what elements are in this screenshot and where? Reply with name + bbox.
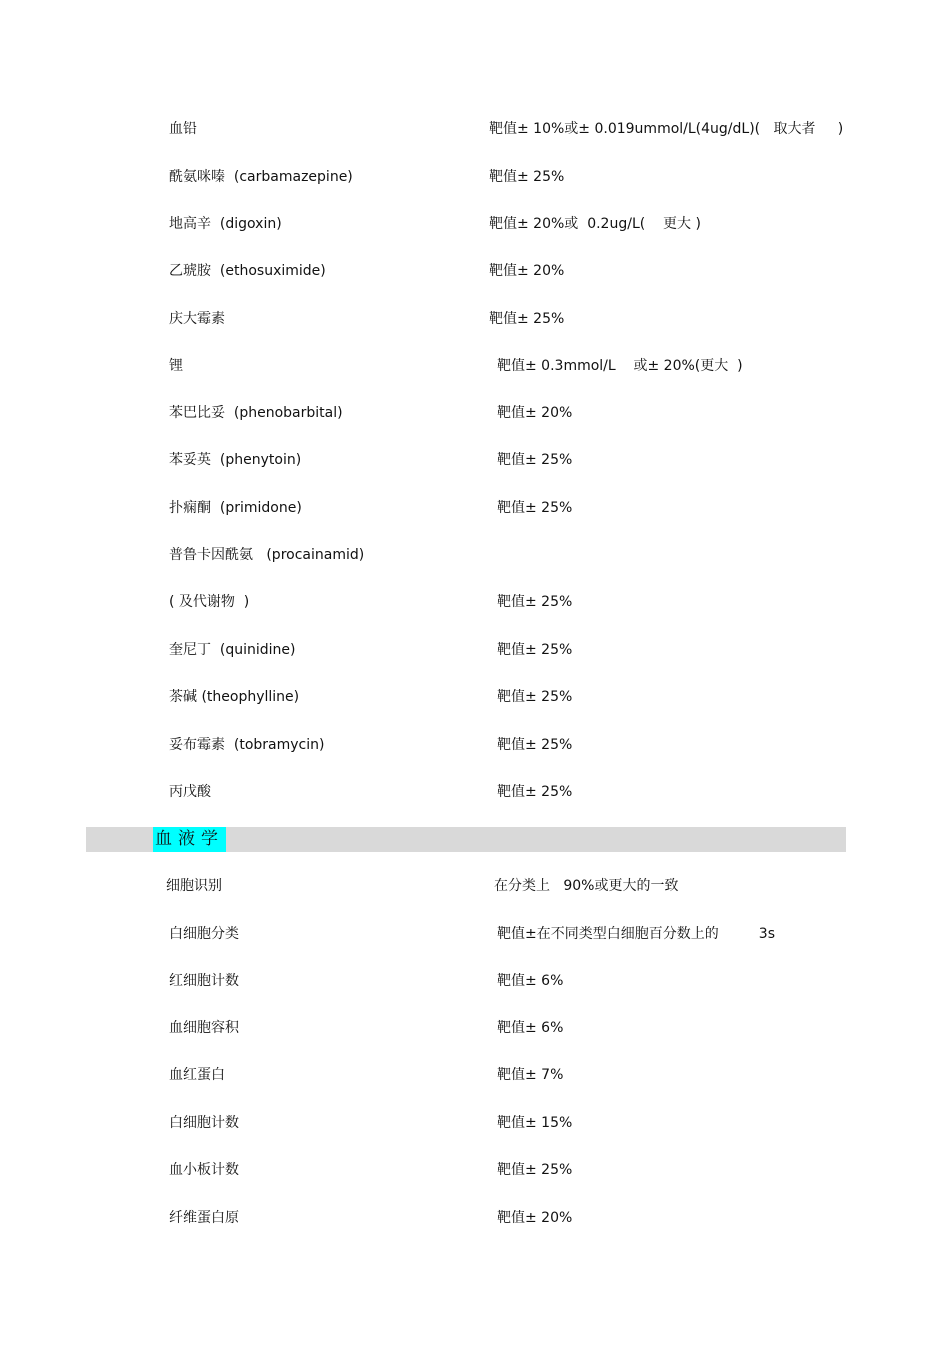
table-row	[0, 259, 950, 283]
table-row	[0, 874, 950, 898]
analyte-label: 血小板计数	[169, 1162, 239, 1178]
analyte-label: 酰氨咪嗪 (carbamazepine)	[169, 169, 353, 185]
criterion-value: 靶值± 20%	[497, 1210, 573, 1226]
analyte-label: 扑痫酮 (primidone)	[169, 500, 302, 516]
criterion-value: 靶值± 25%	[497, 689, 573, 705]
table-row	[0, 1206, 950, 1230]
table-row	[0, 165, 950, 189]
table-row	[0, 448, 950, 472]
analyte-label: 血铅	[169, 121, 197, 137]
table-row	[0, 354, 950, 378]
table-row	[0, 307, 950, 331]
criterion-value: 靶值± 25%	[497, 1162, 573, 1178]
table-row	[0, 685, 950, 709]
table-row	[0, 780, 950, 804]
criterion-value: 靶值± 20%	[497, 405, 573, 421]
table-row	[0, 496, 950, 520]
criterion-value: 靶值± 10%或± 0.019ummol/L(4ug/dL)( 取大者 )	[489, 121, 844, 137]
criterion-value: 靶值± 25%	[497, 784, 573, 800]
table-row	[0, 922, 950, 946]
criterion-value: 靶值± 20%	[489, 263, 565, 279]
analyte-label: ( 及代谢物 )	[169, 594, 250, 610]
criterion-value: 靶值± 25%	[489, 169, 565, 185]
table-row	[0, 590, 950, 614]
analyte-label: 苯巴比妥 (phenobarbital)	[169, 405, 343, 421]
analyte-label: 红细胞计数	[169, 973, 239, 989]
analyte-label: 奎尼丁 (quinidine)	[169, 642, 296, 658]
table-row	[0, 117, 950, 141]
analyte-label: 普鲁卡因酰氨 (procainamid)	[169, 547, 365, 563]
criterion-value: 靶值± 25%	[497, 452, 573, 468]
analyte-label: 血细胞容积	[169, 1020, 239, 1036]
criterion-value: 靶值± 6%	[497, 1020, 564, 1036]
analyte-label: 苯妥英 (phenytoin)	[169, 452, 302, 468]
table-row	[0, 212, 950, 236]
criterion-value: 靶值± 20%或 0.2ug/L( 更大 )	[489, 216, 701, 232]
criterion-value: 靶值± 25%	[497, 594, 573, 610]
criterion-value: 靶值± 25%	[497, 737, 573, 753]
table-row	[0, 1016, 950, 1040]
table-row	[0, 1063, 950, 1087]
criterion-value: 靶值± 25%	[497, 642, 573, 658]
criterion-value: 在分类上 90%或更大的一致	[494, 878, 679, 894]
table-row	[0, 543, 950, 567]
criterion-value: 靶值± 25%	[497, 500, 573, 516]
criterion-value: 靶值± 0.3mmol/L 或± 20%(更大 )	[497, 358, 743, 374]
criterion-value: 靶值± 25%	[489, 311, 565, 327]
analyte-label: 丙戊酸	[169, 784, 211, 800]
criterion-value: 靶值± 7%	[497, 1067, 564, 1083]
criterion-value: 靶值± 15%	[497, 1115, 573, 1131]
section-title: 血液学	[153, 827, 226, 852]
analyte-label: 细胞识别	[166, 878, 222, 894]
criterion-value: 靶值± 6%	[497, 973, 564, 989]
criterion-value: 靶值±在不同类型白细胞百分数上的 3s	[497, 926, 775, 942]
table-row	[0, 401, 950, 425]
table-row	[0, 969, 950, 993]
analyte-label: 庆大霉素	[169, 311, 225, 327]
analyte-label: 白细胞计数	[169, 1115, 239, 1131]
analyte-label: 茶碱 (theophylline)	[169, 689, 300, 705]
table-row	[0, 638, 950, 662]
analyte-label: 地高辛 (digoxin)	[169, 216, 282, 232]
analyte-label: 纤维蛋白原	[169, 1210, 239, 1226]
section-heading-band	[86, 827, 846, 852]
table-row	[0, 1158, 950, 1182]
analyte-label: 妥布霉素 (tobramycin)	[169, 737, 325, 753]
analyte-label: 白细胞分类	[169, 926, 239, 942]
analyte-label: 血红蛋白	[169, 1067, 225, 1083]
table-row	[0, 1111, 950, 1135]
table-row	[0, 733, 950, 757]
analyte-label: 乙琥胺 (ethosuximide)	[169, 263, 326, 279]
analyte-label: 锂	[169, 358, 183, 374]
